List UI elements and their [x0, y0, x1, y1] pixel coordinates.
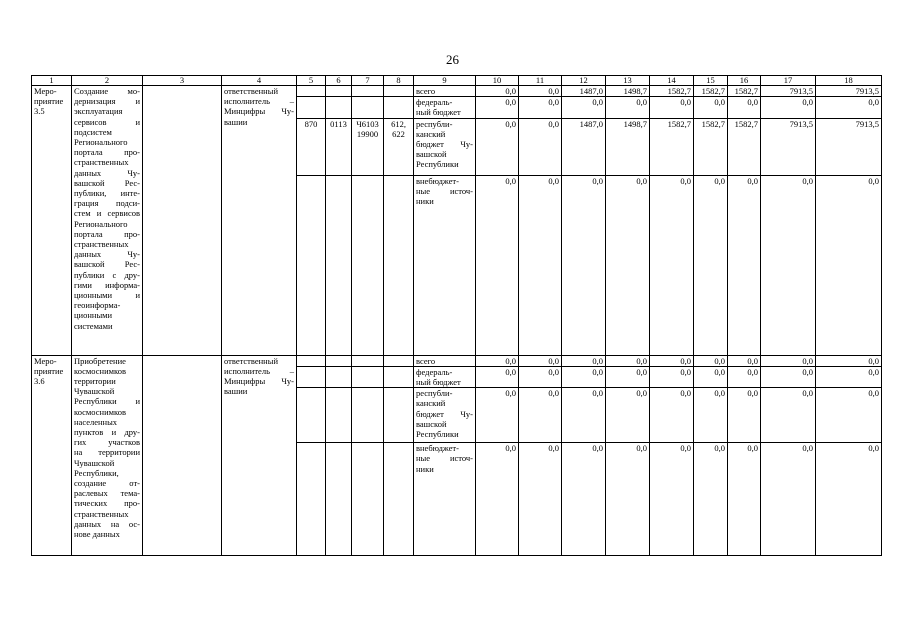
- amount-cell: 0,0: [728, 388, 761, 443]
- amount-cell: 1487,0: [562, 86, 606, 97]
- amount-cell: 0,0: [519, 86, 562, 97]
- measure-id-line: 3.5: [34, 106, 45, 117]
- column-header: 14: [650, 76, 694, 86]
- measure-name-line: пунктов и дру-: [74, 427, 140, 438]
- budget-code-code6: [326, 443, 352, 556]
- measure-name-line: данных Чу-: [74, 249, 140, 260]
- column-header: 15: [694, 76, 728, 86]
- page-number: 26: [446, 52, 459, 67]
- funding-source: [414, 366, 476, 387]
- funding-source-line: вашской: [416, 418, 447, 429]
- measure-name-line: подсистем: [74, 126, 112, 137]
- funding-source-line: ные источ-: [416, 453, 473, 464]
- measure-name-line: космоснимков: [74, 365, 126, 376]
- measure-name-line: данных Чу-: [74, 167, 140, 178]
- budget-code-code5: [297, 366, 326, 387]
- amount-cell: 0,0: [519, 97, 562, 118]
- amount-cell: 0,0: [562, 443, 606, 556]
- amount-cell: 0,0: [519, 175, 562, 355]
- executor-line: вашии: [224, 116, 248, 127]
- amount-cell: 0,0: [761, 388, 816, 443]
- amount-cell: 0,0: [606, 388, 650, 443]
- column-header: 17: [761, 76, 816, 86]
- amount-cell: 0,0: [728, 443, 761, 556]
- budget-code-code5: [297, 355, 326, 366]
- funding-source-line: канский: [416, 128, 446, 139]
- measure-id-line: Меро-: [34, 355, 57, 366]
- column-header: 8: [384, 76, 414, 86]
- funding-source-line: республи-: [416, 118, 453, 129]
- amount-cell: 0,0: [476, 175, 519, 355]
- funding-source-line: Республики: [416, 159, 459, 170]
- measure-name-line: эксплуатация: [74, 106, 123, 117]
- funding-source-line: бюджет Чу-: [416, 139, 473, 150]
- measure-name-line: публики с дру-: [74, 269, 140, 280]
- executor-line: ответственный: [224, 86, 278, 96]
- budget-code-code6: [326, 86, 352, 97]
- amount-cell: 0,0: [728, 97, 761, 118]
- measure-id-line: приятие: [34, 365, 64, 376]
- amount-cell: 0,0: [476, 355, 519, 366]
- measure-name-line: ционными и: [74, 290, 140, 301]
- measure-name-line: сервисов и: [74, 116, 140, 127]
- funding-source: [414, 118, 476, 175]
- amount-cell: 0,0: [694, 366, 728, 387]
- measure-name-line: странственных: [74, 239, 129, 250]
- measure-name-line: вашской Рес-: [74, 177, 140, 188]
- column-header: 12: [562, 76, 606, 86]
- measure-name-line: геоинформа-: [74, 300, 121, 311]
- measure-id-line: Меро-: [34, 86, 57, 96]
- amount-cell: 0,0: [816, 388, 882, 443]
- funding-source-line: ные источ-: [416, 185, 473, 196]
- column-header: 6: [326, 76, 352, 86]
- budget-code-code5: [297, 175, 326, 355]
- amount-cell: 1582,7: [694, 118, 728, 175]
- measure-name-line: портала про-: [74, 228, 140, 239]
- measure-name-line: тических про-: [74, 498, 140, 509]
- budget-code-code7: [352, 97, 384, 118]
- funding-source-line: всего: [416, 86, 436, 96]
- funding-source: [414, 86, 476, 97]
- amount-cell: 0,0: [650, 443, 694, 556]
- measure-name-line: ционными: [74, 310, 113, 321]
- measure-name-line: дернизация и: [74, 96, 140, 107]
- funding-source-line: всего: [416, 355, 436, 366]
- amount-cell: 1487,0: [562, 118, 606, 175]
- executor-line: исполнитель –: [224, 365, 294, 376]
- budget-code-code8: [384, 388, 414, 443]
- measure-name-line: создание от-: [74, 478, 140, 489]
- measure-id-line: 3.6: [34, 376, 45, 387]
- amount-cell: 1582,7: [650, 86, 694, 97]
- budget-code-code6: [326, 175, 352, 355]
- amount-cell: 0,0: [694, 175, 728, 355]
- amount-cell: 0,0: [761, 366, 816, 387]
- amount-cell: 1582,7: [694, 86, 728, 97]
- amount-cell: 0,0: [519, 366, 562, 387]
- amount-cell: 0,0: [519, 388, 562, 443]
- amount-cell: 0,0: [476, 118, 519, 175]
- amount-cell: 0,0: [728, 175, 761, 355]
- amount-cell: 0,0: [606, 366, 650, 387]
- budget-code-code5: [297, 97, 326, 118]
- amount-cell: 0,0: [816, 366, 882, 387]
- measure-name: [72, 355, 143, 556]
- amount-cell: 0,0: [761, 355, 816, 366]
- executor-line: Минцифры Чу-: [224, 106, 294, 117]
- amount-cell: 0,0: [761, 97, 816, 118]
- measure-name-line: вашской Рес-: [74, 259, 140, 270]
- budget-table: [31, 75, 882, 556]
- amount-cell: 0,0: [650, 355, 694, 366]
- budget-code-code8: [384, 175, 414, 355]
- measure-name-line: публики, инте-: [74, 188, 140, 199]
- amount-cell: 0,0: [562, 388, 606, 443]
- amount-cell: 0,0: [650, 366, 694, 387]
- amount-cell: 0,0: [816, 355, 882, 366]
- budget-code-code8: [384, 443, 414, 556]
- measure-name-line: космоснимков: [74, 406, 126, 417]
- funding-source: [414, 355, 476, 366]
- amount-cell: 1582,7: [728, 86, 761, 97]
- budget-code-code7: [352, 355, 384, 366]
- budget-code-code7: [352, 175, 384, 355]
- column-header: 1: [32, 76, 72, 86]
- budget-code-code5: [297, 388, 326, 443]
- budget-code-code7: [352, 366, 384, 387]
- funding-source-line: ный бюджет: [416, 377, 461, 388]
- amount-cell: 0,0: [606, 175, 650, 355]
- measure-name-line: грация подси-: [74, 198, 140, 209]
- amount-cell: 0,0: [650, 175, 694, 355]
- measure-id-line: приятие: [34, 96, 64, 107]
- measure-name-line: Чувашской: [74, 386, 115, 397]
- measure-name-line: Приобретение: [74, 355, 126, 366]
- measure-name-line: гих участков: [74, 437, 140, 448]
- amount-cell: 0,0: [519, 443, 562, 556]
- amount-cell: 1582,7: [650, 118, 694, 175]
- amount-cell: 1582,7: [728, 118, 761, 175]
- measure-id: [32, 355, 72, 556]
- amount-cell: 0,0: [694, 443, 728, 556]
- measure-name-line: Республики и: [74, 396, 140, 407]
- column-number-row: [32, 76, 882, 86]
- table-row: [32, 86, 882, 97]
- funding-source: [414, 175, 476, 355]
- measure-name-line: гими информа-: [74, 279, 140, 290]
- amount-cell: 0,0: [606, 443, 650, 556]
- budget-code-code7: [352, 443, 384, 556]
- amount-cell: 0,0: [728, 366, 761, 387]
- measure-name-line: данных на ос-: [74, 518, 140, 529]
- measure-name-line: Республики,: [74, 467, 119, 478]
- column-header: 3: [143, 76, 222, 86]
- funding-source-line: бюджет Чу-: [416, 408, 473, 419]
- funding-source-line: федераль-: [416, 366, 453, 377]
- funding-source: [414, 97, 476, 118]
- measure-name-line: странственных: [74, 508, 129, 519]
- funding-source-line: вашской: [416, 149, 447, 160]
- column-header: 18: [816, 76, 882, 86]
- amount-cell: 0,0: [476, 366, 519, 387]
- amount-cell: 0,0: [694, 355, 728, 366]
- budget-code-code7: [352, 86, 384, 97]
- funding-source-line: внебюджет-: [416, 175, 459, 186]
- column-header: 5: [297, 76, 326, 86]
- measure-id: [32, 86, 72, 356]
- amount-cell: 7913,5: [761, 118, 816, 175]
- measure-name-line: системами: [74, 320, 113, 331]
- amount-cell: 0,0: [476, 443, 519, 556]
- column-header: 4: [222, 76, 297, 86]
- amount-cell: 0,0: [694, 97, 728, 118]
- column-header: 2: [72, 76, 143, 86]
- column-3-cell: [143, 86, 222, 356]
- executor-line: Минцифры Чу-: [224, 376, 294, 387]
- budget-code-code8: [384, 86, 414, 97]
- amount-cell: 0,0: [606, 355, 650, 366]
- budget-code-code8: [384, 355, 414, 366]
- table-row: [32, 355, 882, 366]
- measure-name-line: территории: [74, 376, 116, 387]
- funding-source: [414, 443, 476, 556]
- budget-code-code6: [326, 388, 352, 443]
- column-3-cell: [143, 355, 222, 556]
- budget-code-code6: [326, 97, 352, 118]
- column-header: 11: [519, 76, 562, 86]
- amount-cell: 0,0: [519, 355, 562, 366]
- measure-name-line: населенных: [74, 416, 118, 427]
- funding-source-line: федераль-: [416, 97, 453, 108]
- amount-cell: 0,0: [562, 97, 606, 118]
- budget-code-code6: 0113: [326, 118, 352, 175]
- measure-name-line: Регионального: [74, 218, 128, 229]
- amount-cell: 0,0: [694, 388, 728, 443]
- budget-code-code5: [297, 86, 326, 97]
- funding-source-line: канский: [416, 398, 446, 409]
- budget-code-code6: [326, 366, 352, 387]
- amount-cell: 0,0: [761, 443, 816, 556]
- budget-code-code5: 870: [297, 118, 326, 175]
- budget-code-code5: [297, 443, 326, 556]
- measure-name-line: портала про-: [74, 147, 140, 158]
- budget-code-code7: Ч6103 19900: [352, 118, 384, 175]
- budget-code-code8: 612, 622: [384, 118, 414, 175]
- amount-cell: 0,0: [816, 97, 882, 118]
- amount-cell: 0,0: [562, 355, 606, 366]
- measure-name-line: Регионального: [74, 137, 128, 148]
- amount-cell: 0,0: [519, 118, 562, 175]
- amount-cell: 1498,7: [606, 118, 650, 175]
- budget-code-code8: [384, 366, 414, 387]
- funding-source-line: внебюджет-: [416, 443, 459, 454]
- amount-cell: 0,0: [562, 175, 606, 355]
- budget-code-code8: [384, 97, 414, 118]
- budget-code-code7: [352, 388, 384, 443]
- amount-cell: 0,0: [476, 86, 519, 97]
- measure-name-line: стем и сервисов: [74, 208, 140, 219]
- executor: [222, 355, 297, 556]
- amount-cell: 0,0: [816, 443, 882, 556]
- amount-cell: 0,0: [761, 175, 816, 355]
- funding-source-line: ники: [416, 196, 434, 207]
- column-header: 7: [352, 76, 384, 86]
- measure-name-line: нове данных: [74, 529, 120, 540]
- funding-source-line: ники: [416, 463, 434, 474]
- funding-source-line: республи-: [416, 388, 453, 399]
- measure-name-line: Создание мо-: [74, 86, 140, 96]
- executor: [222, 86, 297, 356]
- executor-line: вашии: [224, 386, 248, 397]
- measure-name-line: раслевых тема-: [74, 488, 140, 499]
- amount-cell: 0,0: [476, 97, 519, 118]
- column-header: 16: [728, 76, 761, 86]
- amount-cell: 7913,5: [761, 86, 816, 97]
- amount-cell: 7913,5: [816, 86, 882, 97]
- measure-name-line: странственных: [74, 157, 129, 168]
- executor-line: исполнитель –: [224, 96, 294, 107]
- amount-cell: 0,0: [562, 366, 606, 387]
- funding-source-line: Республики: [416, 429, 459, 440]
- funding-source: [414, 388, 476, 443]
- amount-cell: 0,0: [728, 355, 761, 366]
- executor-line: ответственный: [224, 355, 278, 366]
- column-header: 13: [606, 76, 650, 86]
- column-header: 9: [414, 76, 476, 86]
- amount-cell: 0,0: [816, 175, 882, 355]
- measure-name-line: Чувашской: [74, 457, 115, 468]
- budget-code-code6: [326, 355, 352, 366]
- amount-cell: 0,0: [650, 97, 694, 118]
- funding-source-line: ный бюджет: [416, 107, 461, 118]
- measure-name-line: на территории: [74, 447, 140, 458]
- amount-cell: 1498,7: [606, 86, 650, 97]
- amount-cell: 0,0: [476, 388, 519, 443]
- amount-cell: 7913,5: [816, 118, 882, 175]
- amount-cell: 0,0: [650, 388, 694, 443]
- amount-cell: 0,0: [606, 97, 650, 118]
- column-header: 10: [476, 76, 519, 86]
- measure-name: [72, 86, 143, 356]
